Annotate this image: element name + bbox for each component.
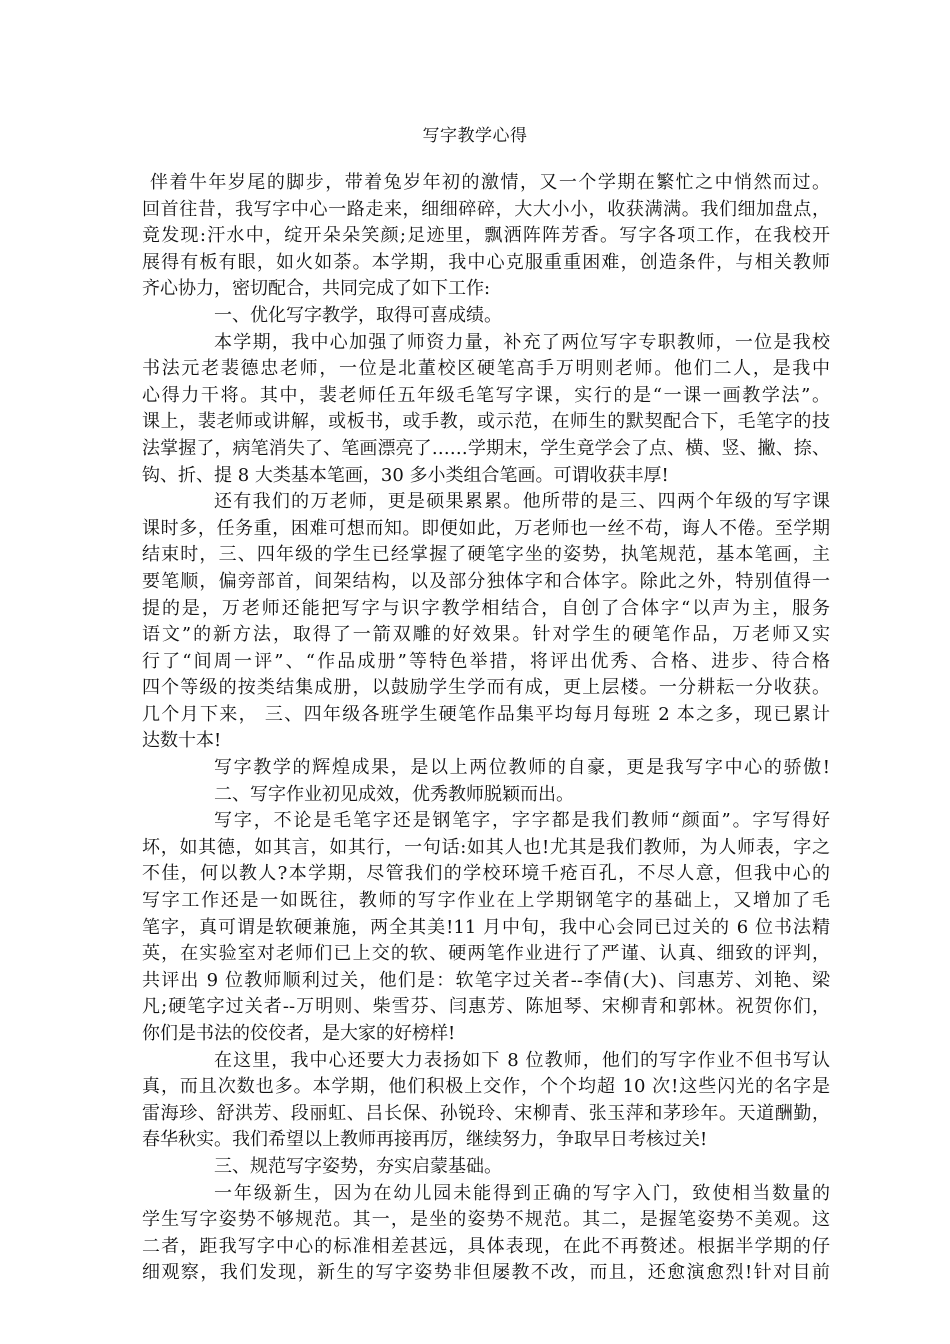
- text-line: 还有我们的万老师，更是硕果累累。他所带的是三、四两个年级的写字课: [214, 491, 830, 513]
- text-line: 钩、折、提 8 大类基本笔画，30 多小类组合笔画。可谓收获丰厚!: [142, 464, 669, 486]
- text-line: 学生写字姿势不够规范。其一，是坐的姿势不规范。其二，是握笔姿势不美观。这: [142, 1209, 830, 1231]
- text-line: 提的是，万老师还能把写字与识字教学相结合，自创了合体字“以声为主，服务: [142, 597, 830, 619]
- text-line: 共评出 9 位教师顺利过关，他们是：软笔字过关者--李倩(大)、闫惠芳、刘艳、梁: [142, 969, 830, 991]
- text-line: 行了“间周一评”、“作品成册”等特色举措，将评出优秀、合格、进步、待合格: [142, 650, 830, 672]
- text-line: 雷海珍、舒洪芳、段丽虹、吕长保、孙锐玲、宋柳青、张玉萍和茅珍年。天道酬勤，: [142, 1102, 830, 1124]
- text-line: 心得力干将。其中，裴老师任五年级毛笔写字课，实行的是“一课一画教学法”。: [142, 384, 830, 406]
- text-line: 三、规范写字姿势，夯实启蒙基础。: [214, 1155, 502, 1177]
- text-line: 回首往昔，我写字中心一路走来，细细碎碎，大大小小，收获满满。我们细加盘点，: [142, 198, 830, 220]
- text-line: 一、优化写字教学，取得可喜成绩。: [214, 304, 502, 326]
- text-line: 写字，不论是毛笔字还是钢笔字，字字都是我们教师“颜面”。字写得好: [214, 810, 830, 832]
- text-line: 你们是书法的佼佼者，是大家的好榜样!: [142, 1023, 456, 1044]
- text-line: 四个等级的按类结集成册，以鼓励学生学而有成，更上层楼。一分耕耘一分收获。: [142, 677, 830, 699]
- text-line: 写字工作还是一如既往，教师的写字作业在上学期钢笔字的基础上，又增加了毛: [142, 890, 830, 912]
- text-line: 书法元老裴德忠老师，一位是北董校区硬笔高手万明则老师。他们二人，是我中: [142, 358, 830, 380]
- text-line: 笔字，真可谓是软硬兼施，两全其美!11 月中旬，我中心会同已过关的 6 位书法精: [142, 916, 830, 938]
- text-line: 英，在实验室对老师们已上交的软、硬两笔作业进行了严谨、认真、细致的评判，: [142, 943, 830, 965]
- document-body: [142, 170, 830, 1287]
- text-line: 几个月下来， 三、四年级各班学生硬笔作品集平均每月每班 2 本之多，现已累计: [142, 703, 830, 725]
- text-line: 不佳，何以教人?本学期，尽管我们的学校环境千疮百孔，不尽人意，但我中心的: [142, 863, 830, 885]
- text-line: 写字教学的辉煌成果，是以上两位教师的自豪，更是我写字中心的骄傲!: [214, 757, 830, 779]
- text-line: 二者，距我写字中心的标准相差甚远，具体表现，在此不再赘述。根据半学期的仔: [142, 1235, 830, 1257]
- text-line: 二、写字作业初见成效，优秀教师脱颖而出。: [214, 783, 574, 805]
- text-line: 课上，裴老师或讲解，或板书，或手教，或示范，在师生的默契配合下，毛笔字的技: [142, 411, 830, 433]
- text-line: 真，而且次数也多。本学期，他们积极上交作，个个均超 10 次!这些闪光的名字是: [142, 1076, 830, 1098]
- text-line: 法掌握了，病笔消失了、笔画漂亮了……学期末，学生竟学会了点、横、竖、撇、捺、: [142, 437, 830, 459]
- text-line: 本学期，我中心加强了师资力量，补充了两位写字专职教师，一位是我校: [214, 331, 830, 353]
- text-line: 结束时，三、四年级的学生已经掌握了硬笔字坐的姿势，执笔规范，基本笔画，主: [142, 544, 830, 566]
- text-line: 齐心协力，密切配合，共同完成了如下工作:: [142, 278, 491, 300]
- text-line: 达数十本!: [142, 730, 222, 752]
- text-line: 细观察，我们发现，新生的写字姿势非但屡教不改，而且，还愈演愈烈!针对目前: [142, 1262, 830, 1284]
- text-line: 展得有板有眼，如火如荼。本学期，我中心克服重重困难，创造条件，与相关教师: [142, 251, 830, 273]
- text-line: 要笔顺，偏旁部首，间架结构，以及部分独体字和合体字。除此之外，特别值得一: [142, 570, 830, 592]
- text-line: 竟发现:汗水中，绽开朵朵笑颜;足迹里，飘洒阵阵芳香。写字各项工作，在我校开: [142, 225, 830, 247]
- text-line: 坏，如其德，如其言，如其行，一句话:如其人也!尤其是我们教师，为人师表，字之: [142, 836, 830, 858]
- text-line: 在这里，我中心还要大力表扬如下 8 位教师，他们的写字作业不但书写认: [214, 1049, 830, 1071]
- document-title: 写字教学心得: [422, 126, 528, 146]
- text-line: 伴着牛年岁尾的脚步，带着兔岁年初的激情，又一个学期在繁忙之中悄然而过。: [150, 172, 830, 193]
- text-line: 课时多，任务重，困难可想而知。即便如此，万老师也一丝不苟，诲人不倦。至学期: [142, 517, 830, 539]
- text-line: 春华秋实。我们希望以上教师再接再厉，继续努力，争取早日考核过关!: [142, 1129, 708, 1151]
- text-line: 一年级新生，因为在幼儿园未能得到正确的写字入门，致使相当数量的: [214, 1182, 830, 1204]
- text-line: 语文”的新方法，取得了一箭双雕的好效果。针对学生的硬笔作品，万老师又实: [142, 624, 830, 646]
- text-line: 凡;硬笔字过关者--万明则、柴雪芬、闫惠芳、陈旭琴、宋柳青和郭林。祝贺你们，: [142, 996, 830, 1018]
